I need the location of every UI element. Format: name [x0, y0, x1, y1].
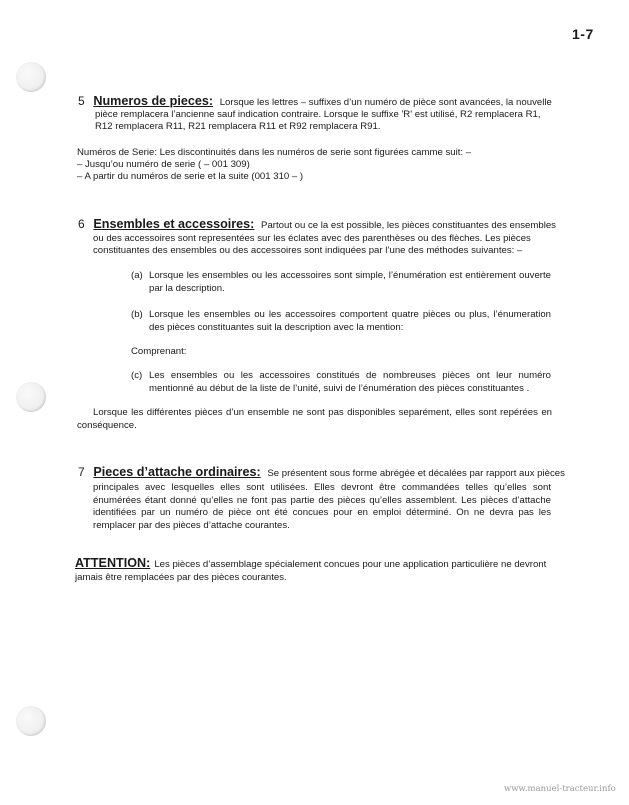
serial-item-2: – A partir du numéros de serie et la suite (001 310 – ) — [77, 171, 304, 182]
section6-closing: Lorsque les différentes pièces d’un ensemble ne sont pas disponibles separément, elles sont repérées en conséquence. — [77, 407, 552, 431]
section5-intro-line1: Lorsque les lettres – suffixes d’un numéro de pièce sont avancées, la nouvelle — [219, 97, 552, 108]
section6-title: Ensembles et accessoires: — [93, 217, 255, 231]
binder-hole-top — [16, 62, 46, 92]
section6-item-c — [131, 370, 551, 395]
item-label: (a) — [131, 270, 143, 281]
section7-title: Pieces d’attache ordinaires: — [93, 465, 261, 479]
section7-body: principales avec lesquelles elles sont utilisées. Elles devront être commandées telles qu’elles sont énumérées étant donné qu’elles ne font pas partie des pièces qu’elles assemblent. Les pièces d’attache identifiées par un numéro de pièce ont été concues pour en emploi déterminé. On ne devra pas les remplacer par des pièces d’attache courantes. — [93, 482, 551, 531]
item-label: (c) — [131, 370, 143, 381]
attention-text-line1: Les pièces d’assemblage spécialement concues pour une application particulière ne devront — [154, 559, 547, 570]
comprenant-label: Comprenant: — [131, 346, 187, 357]
item-label: (b) — [131, 309, 143, 320]
section5-title: Numeros de pieces: — [93, 94, 214, 108]
section7-intro-line1: Se présentent sous forme abrégée et décalées par rapport aux pièces — [267, 468, 565, 479]
item-text: Lorsque les ensembles ou les accessoires sont simple, l’énumération est entièrement ouverte par la description. — [149, 270, 551, 294]
page-number: 1-7 — [572, 26, 594, 42]
attention-line1 — [75, 557, 555, 572]
section6-intro-line1: Partout ou ce la est possible, les pièces constituantes des ensembles — [261, 220, 556, 231]
section5-intro-line2: pièce remplacera l’ancienne sauf indication contraire. Lorsque le suffixe 'R' est utilisé, R2 remplacera R1, — [95, 109, 541, 120]
serial-intro: Numéros de Serie: Les discontinuités dans les numéros de serie sont figurées camme suit: – — [77, 147, 472, 158]
section5-intro-line3: R12 remplacera R11, R21 remplacera R11 et R92 remplacera R91. — [95, 121, 381, 132]
section5-heading — [78, 95, 558, 110]
binder-hole-bottom — [16, 706, 46, 736]
section6-item-a — [131, 270, 551, 295]
section7-heading — [78, 465, 565, 481]
section6-intro-line2: ou des accessoires sont representées sur les éclates avec des parenthèses ou des flèches. Les pièces — [93, 233, 531, 244]
watermark: www.manuel-tracteur.info — [504, 784, 616, 794]
section6-intro-line3: constituantes des ensembles ou des accessoires sont indiquées par l’une des méthodes suivantes: – — [93, 245, 523, 256]
section6-number: 6 — [78, 217, 85, 231]
binder-hole-middle — [16, 382, 46, 412]
item-text: Les ensembles ou les accessoires constitués de nombreuses pièces ont leur numéro mentionné au début de la liste de l’unité, suivi de l’énumération des pièces constituantes . — [149, 370, 551, 394]
section7-number: 7 — [78, 465, 85, 479]
section5-number: 5 — [78, 94, 85, 108]
item-text: Lorsque les ensembles ou les accessoires comportent quatre pièces ou plus, l’énumeration des pièces constituantes suit la description avec la mention: — [149, 309, 551, 333]
attention-line2: jamais être remplacées par des pièces courantes. — [75, 572, 287, 583]
section6-item-b — [131, 309, 551, 334]
serial-item-1: – Jusqu’ou numéro de serie ( – 001 309) — [77, 159, 250, 170]
attention-label: ATTENTION: — [75, 556, 151, 570]
section6-heading — [78, 218, 568, 233]
